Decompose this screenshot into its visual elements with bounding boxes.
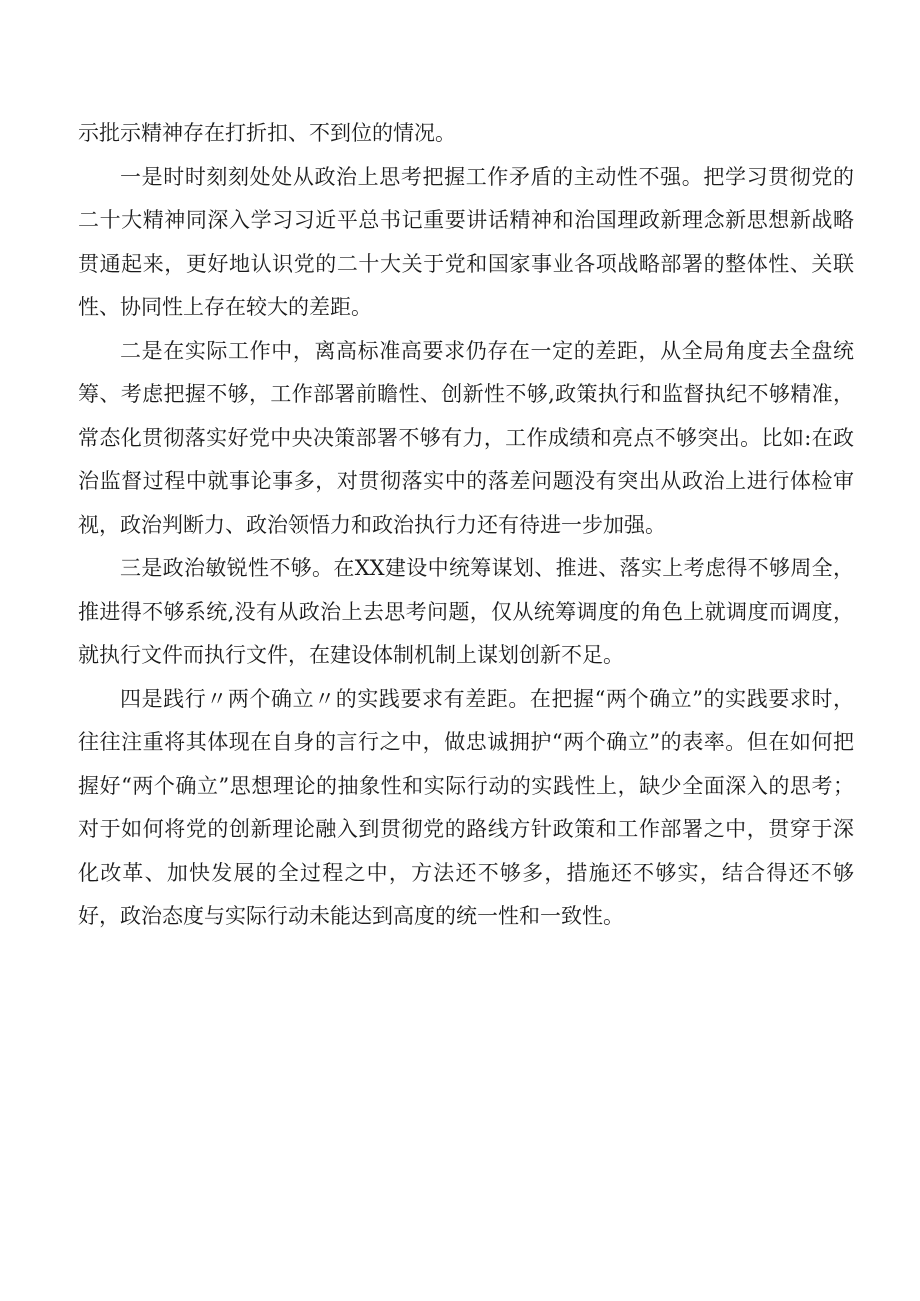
paragraph-point-four: 四是践行〃两个确立〃的实践要求有差距。在把握“两个确立”的实践要求时，往往注重将其体现在自身的言行之中，做忠诚拥护“两个确立”的表率。但在如何把握好“两个确立”思想理论的抽象性和实际行动的实践性上，缺少全面深入的思考；对于如何将党的创新理论融入到贯彻党的路线方针政策和工作部署之中，贯穿于深化改革、加快发展的全过程之中，方法还不够多，措施还不够实，结合得还不够好，政治态度与实际行动未能达到高度的统一性和一致性。 [78, 686, 854, 928]
paragraph-point-two: 二是在实际工作中，离高标准高要求仍存在一定的差距，从全局角度去全盘统筹、考虑把握不够，工作部署前瞻性、创新性不够,政策执行和监督执纪不够精准，常态化贯彻落实好党中央决策部署不够有力，工作成绩和亮点不够突出。比如:在政治监督过程中就事论事多，对贯彻落实中的落差问题没有突出从政治上进行体检审视，政治判断力、政治领悟力和政治执行力还有待进一步加强。 [78, 338, 854, 537]
paragraph-point-one: 一是时时刻刻处处从政治上思考把握工作矛盾的主动性不强。把学习贯彻党的二十大精神同深入学习习近平总书记重要讲话精神和治国理政新理念新思想新战略贯通起来，更好地认识党的二十大关于党和国家事业各项战略部署的整体性、关联性、协同性上存在较大的差距。 [78, 164, 854, 319]
document-body [78, 112, 854, 939]
paragraph-point-three: 三是政治敏锐性不够。在XX建设中统筹谋划、推进、落实上考虑得不够周全，推进得不够系统,没有从政治上去思考问题，仅从统筹调度的角色上就调度而调度，就执行文件而执行文件，在建设体制机制上谋划创新不足。 [78, 556, 854, 667]
paragraph-continuation: 示批示精神存在打折扣、不到位的情况。 [78, 121, 456, 145]
